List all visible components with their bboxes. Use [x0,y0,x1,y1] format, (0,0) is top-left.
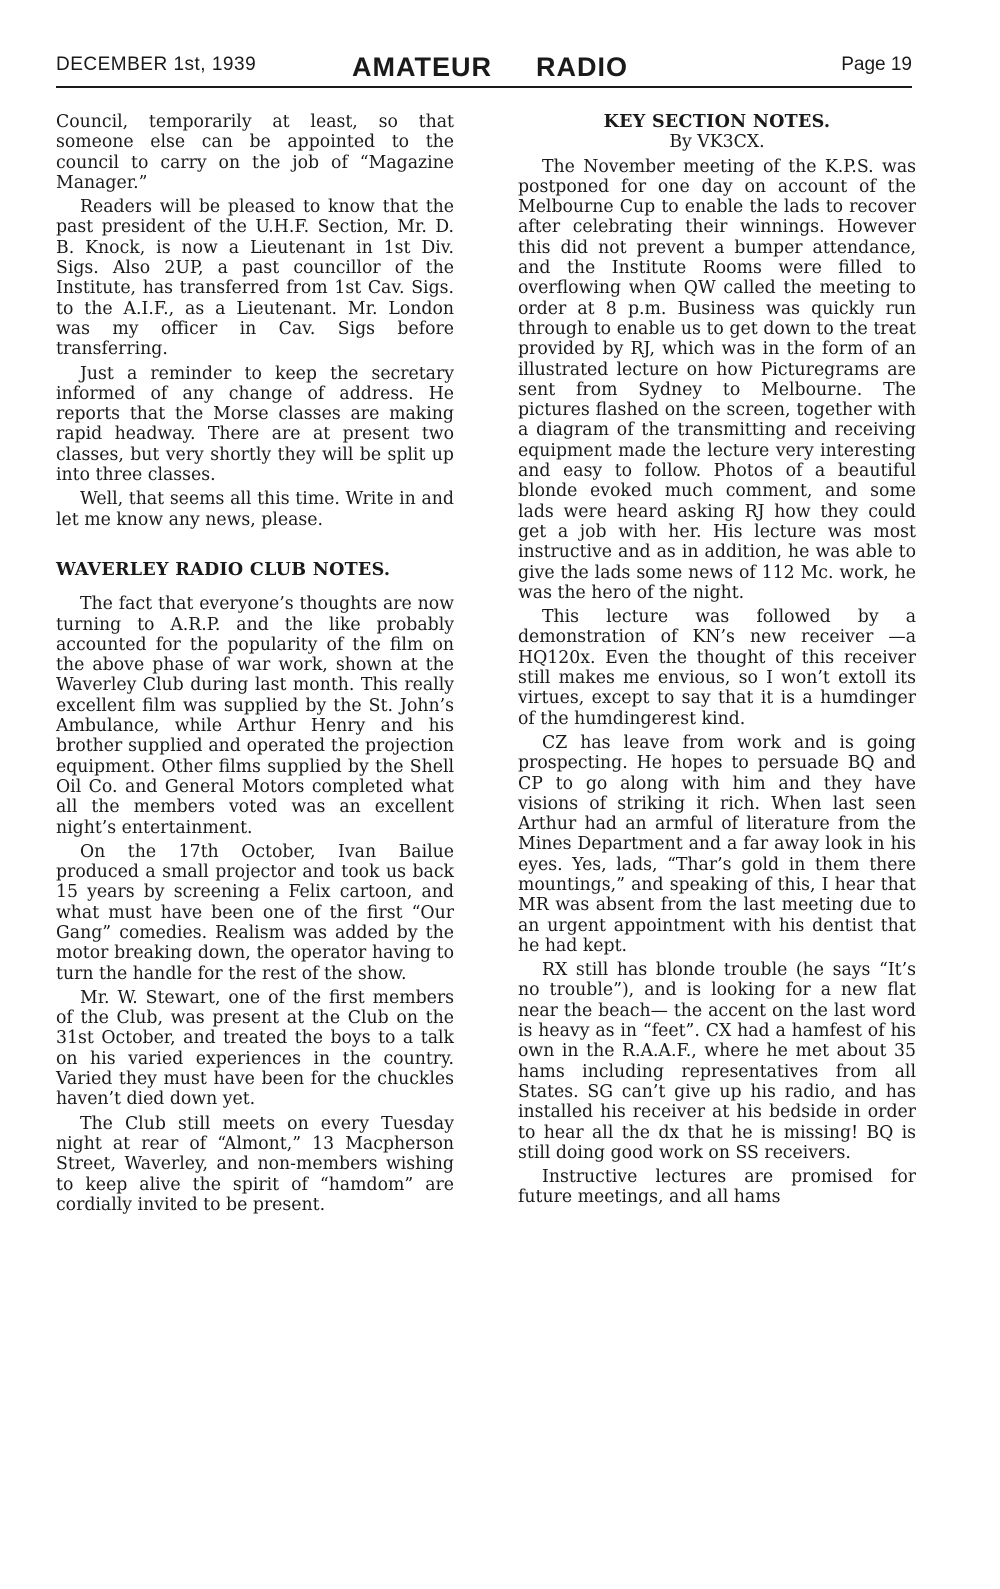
article-paragraph: The Club still meets on every Tuesday night at rear of “Almont,” 13 Macpherson Street, Waverley, and non-members wishing to keep alive the spirit of “hamdom” are cordially invited to be present. [56,1113,454,1215]
page-number: Page 19 [841,54,912,75]
running-header [56,52,912,88]
key-section-heading: KEY SECTION NOTES. [603,112,831,132]
article-paragraph: Instructive lectures are promised for future meetings, and all hams [518,1167,916,1208]
article-paragraph: Readers will be pleased to know that the past president of the U.H.F. Section, Mr. D. B. Knock, is now a Lieutenant in 1st Div. Sigs. Also 2UP, a past councillor of the Institute, has transferred from 1st Cav. Sigs. to the A.I.F., as a Lieutenant. Mr. London was my officer in Cav. Sigs before transferring. [56,197,454,360]
article-paragraph: Mr. W. Stewart, one of the first members of the Club, was present at the Club on the 31st October, and treated the boys to a talk on his varied experiences in the country. Varied they must have been for the chuckles haven’t died down yet. [56,987,454,1110]
magazine-title [352,52,628,83]
article-paragraph: The fact that everyone’s thoughts are now turning to A.R.P. and the like probably accounted for the popularity of the film on the above phase of war work, shown at the Waverley Club during last month. This really excellent film was supplied by the St. John’s Ambulance, while Arthur Henry and his brother supplied and operated the projection equipment. Other films supplied by the Shell Oil Co. and General Motors completed what all the members voted was an excellent night’s entertainment. [56,594,454,838]
article-paragraph: This lecture was followed by a demonstration of KN’s new receiver —a HQ120x. Even the thought of this receiver still makes me envious, so I won’t extoll its virtues, except to say that it is a humdinger of the humdingerest kind. [518,607,916,729]
article-paragraph: RX still has blonde trouble (he says “It’s no trouble”), and is looking for a new flat near the beach— the accent on the last word is heavy as in “feet”. CX had a hamfest of his own in the R.A.A.F., where he met about 35 hams including representatives from all States. SG can’t give up his radio, and has installed his receiver at his bedside in order to hear all the dx that he is missing! BQ is still doing good work on SS receivers. [518,960,916,1163]
left-column [56,112,454,1219]
article-paragraph: On the 17th October, Ivan Bailue produced a small projector and took us back 15 years by screening a Felix cartoon, and what must have been one of the first “Our Gang” comedies. Realism was added by the motor breaking down, the operator having to turn the handle for the rest of the show. [56,841,454,984]
article-paragraph: Well, that seems all this time. Write in and let me know any news, please. [56,489,454,530]
right-column [518,112,916,1212]
article-paragraph: CZ has leave from work and is going prospecting. He hopes to persuade BQ and CP to go along with him and they have visions of striking it rich. When last seen Arthur had an armful of literature from the Mines Department and a far away look in his eyes. Yes, lads, “Thar’s gold in them there mountings,” and speaking of this, I hear that MR was absent from the last meeting due to an urgent appointment with his dentist that he had kept. [518,732,916,956]
magazine-title-word-1: AMATEUR [352,52,492,82]
article-paragraph: The November meeting of the K.P.S. was postponed for one day on account of the Melbourne Cup to enable the lads to recover after celebrating their winnings. However this did not prevent a bumper attendance, and the Institute Rooms were filled to overflowing when QW called the meeting to order at 8 p.m. Business was quickly run through to enable us to get down to the treat provided by RJ, which was in the form of an illustrated lecture on how Picturegrams are sent from Sydney to Melbourne. The pictures flashed on the screen, together with a diagram of the transmitting and receiving equipment made the lecture very interesting and easy to follow. Photos of a beautiful blonde evoked much comment, and some lads were heard asking RJ how they could get a job with her. His lecture was most instructive and as in addition, he was able to give the lads some news of 112 Mc. work, he was the hero of the night. [518,156,916,603]
article-byline: By VK3CX. [669,132,765,153]
waverley-club-heading: WAVERLEY RADIO CLUB NOTES. [56,559,391,580]
continued-paragraph: Council, temporarily at least, so that someone else can be appointed to the council to carry on the job of “Magazine Manager.” [56,112,454,193]
issue-date: DECEMBER 1st, 1939 [56,54,257,75]
article-paragraph: Just a reminder to keep the secretary informed of any change of address. He reports that the Morse classes are making rapid headway. There are at present two classes, but very shortly they will be split up into three classes. [56,363,454,486]
magazine-title-word-2: RADIO [535,52,628,82]
